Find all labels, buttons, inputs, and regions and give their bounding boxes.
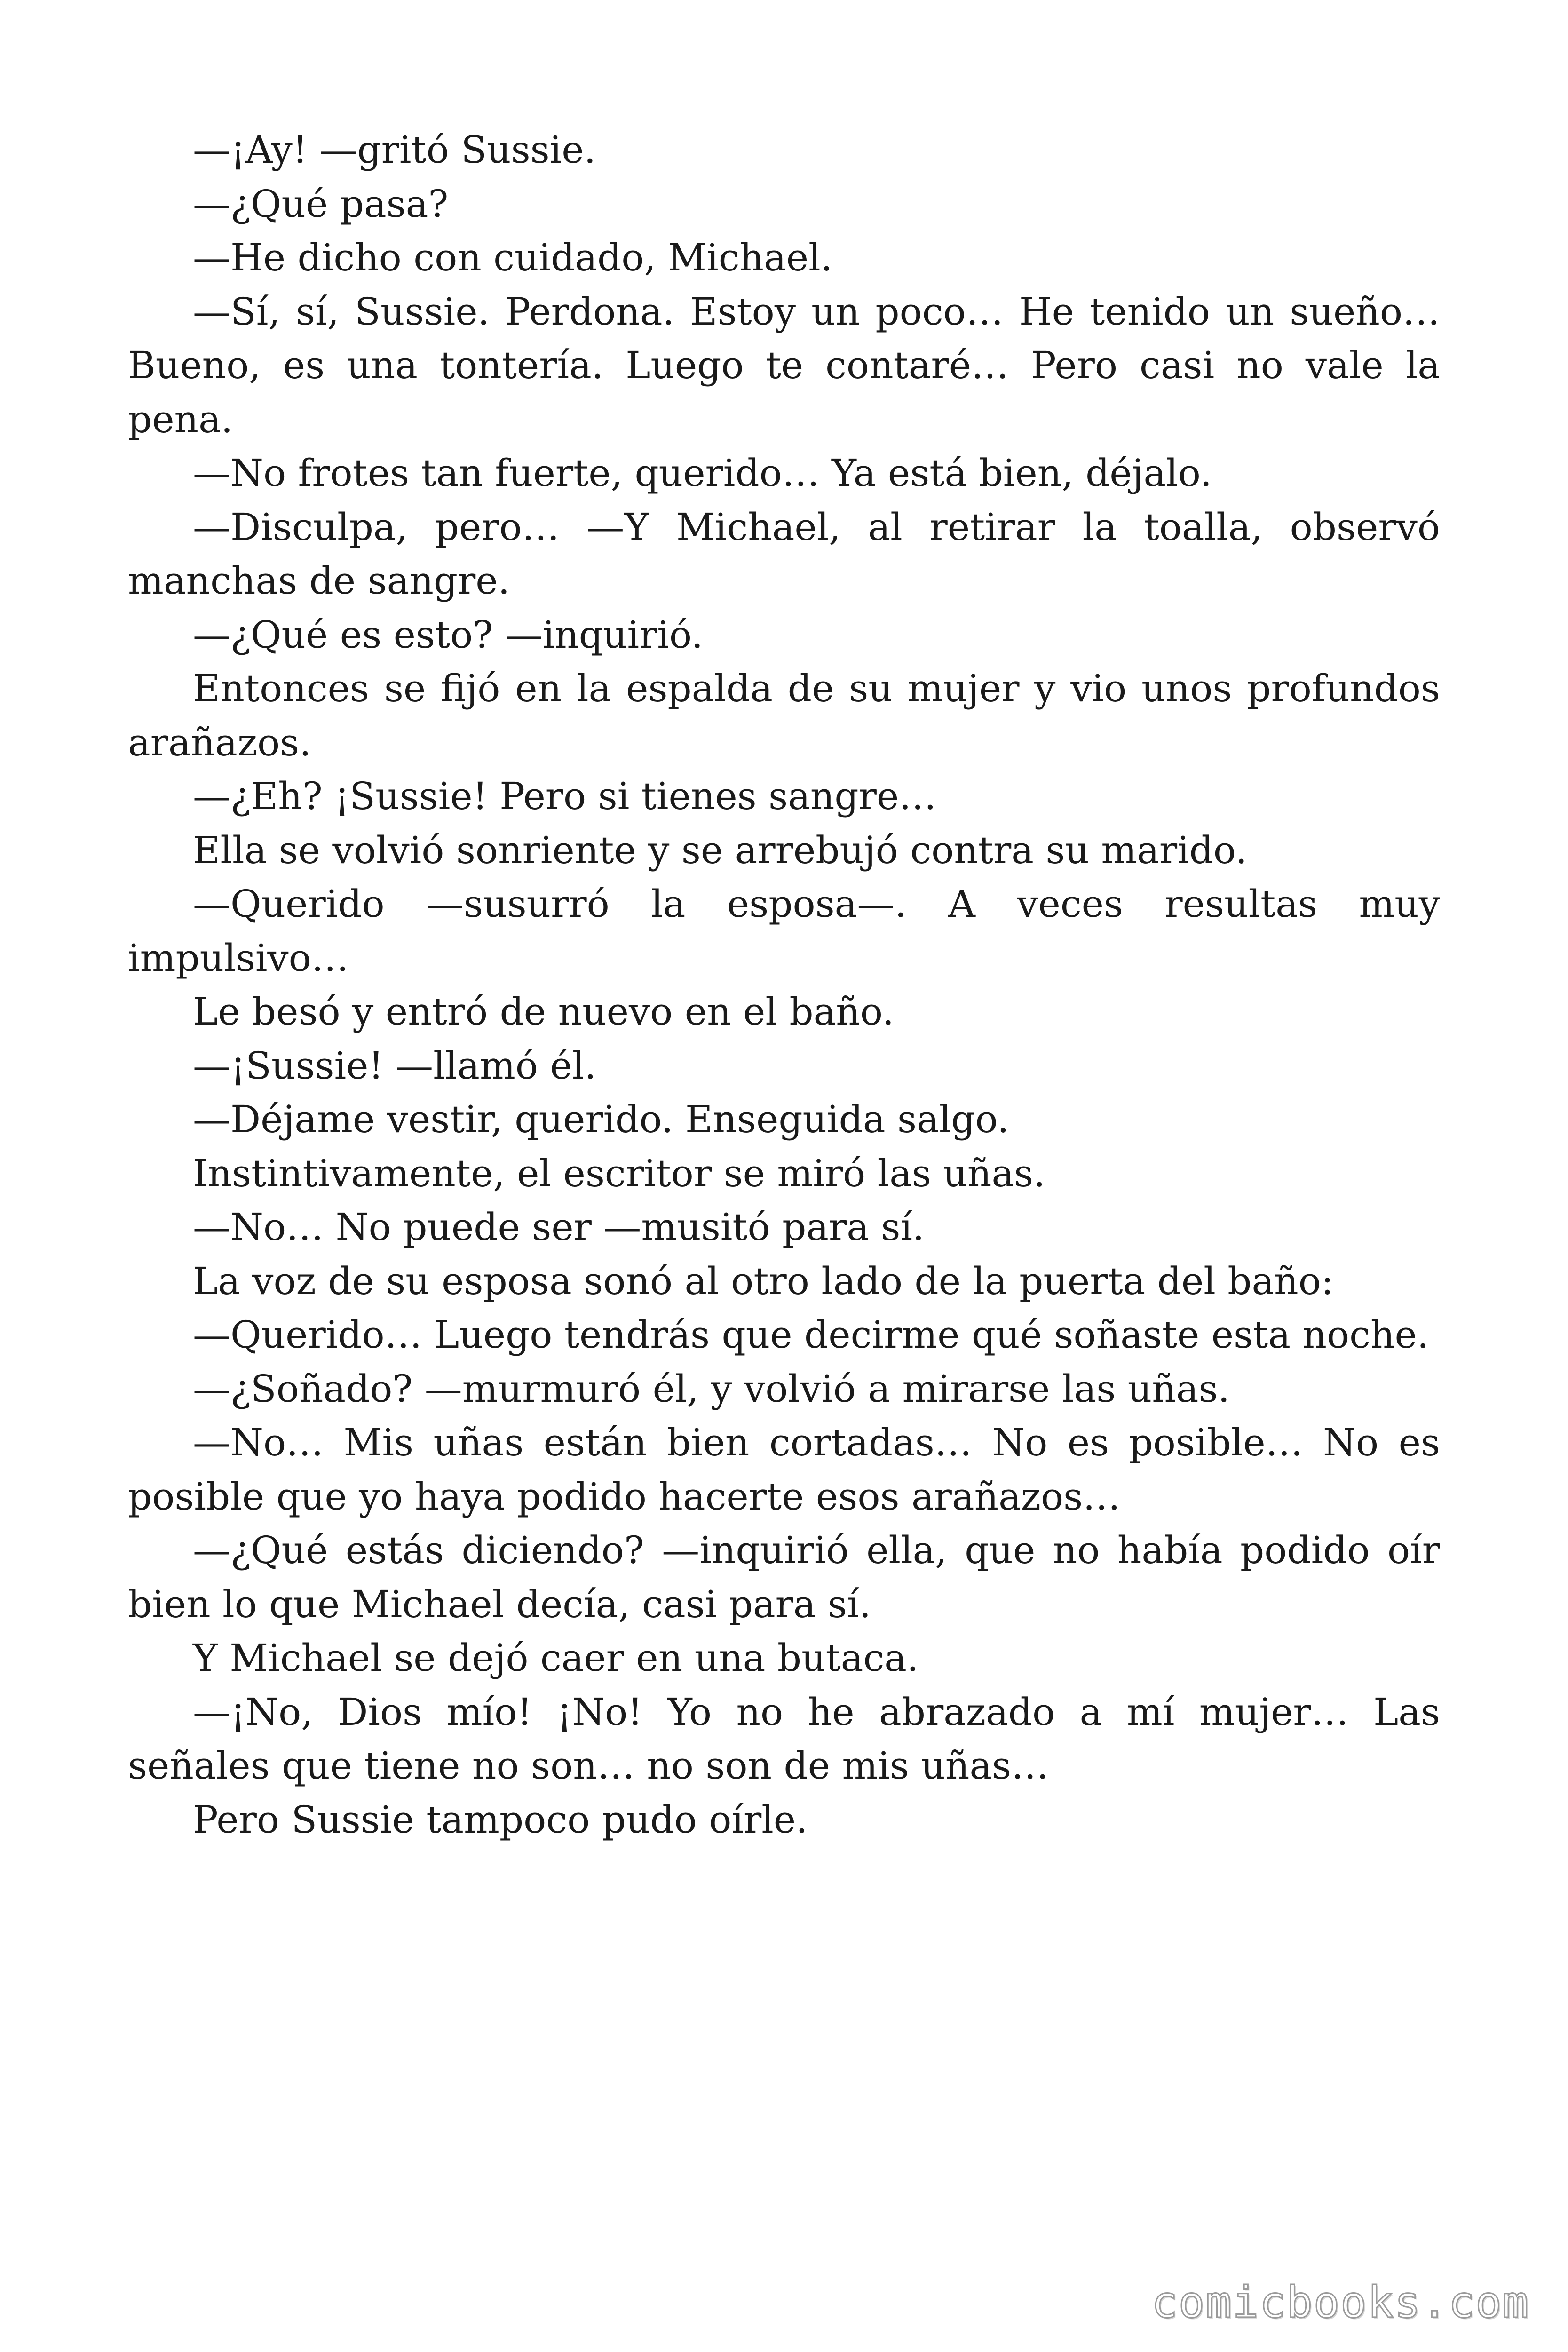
paragraph: —¿Qué estás diciendo? —inquirió ella, que no había podido oír bien lo que Michael decía, casi para sí. — [128, 1528, 1440, 1626]
paragraph: —He dicho con cuidado, Michael. — [193, 236, 833, 279]
watermark: comicbooks.com — [1151, 2277, 1529, 2328]
paragraph: Y Michael se dejó caer en una butaca. — [193, 1636, 919, 1680]
paragraph: —Disculpa, pero… —Y Michael, al retirar la toalla, observó manchas de sangre. — [128, 505, 1440, 603]
paragraph: —¿Soñado? —murmuró él, y volvió a mirarse las uñas. — [193, 1367, 1230, 1411]
paragraph: —¡Ay! —gritó Sussie. — [193, 128, 596, 172]
paragraph: La voz de su esposa sonó al otro lado de la puerta del baño: — [193, 1259, 1334, 1303]
paragraph: —No… Mis uñas están bien cortadas… No es posible… No es posible que yo haya podido hacerte esos arañazos… — [128, 1421, 1440, 1518]
body-text — [128, 123, 1440, 1847]
paragraph: Entonces se fijó en la espalda de su mujer y vio unos profundos arañazos. — [128, 667, 1440, 764]
paragraph: Instintivamente, el escritor se miró las uñas. — [193, 1151, 1045, 1195]
paragraph: —¿Qué es esto? —inquirió. — [193, 612, 704, 657]
paragraph: Ella se volvió sonriente y se arrebujó contra su marido. — [193, 828, 1248, 872]
paragraph: —No frotes tan fuerte, querido… Ya está bien, déjalo. — [193, 451, 1212, 495]
paragraph: —Querido… Luego tendrás que decirme qué soñaste esta noche. — [193, 1313, 1429, 1357]
paragraph: Pero Sussie tampoco pudo oírle. — [193, 1797, 808, 1842]
paragraph: —Sí, sí, Sussie. Perdona. Estoy un poco… He tenido un sueño… Bueno, es una tontería. Luego te contaré… Pero casi no vale la pena. — [128, 289, 1440, 441]
paragraph: —¡Sussie! —llamó él. — [193, 1043, 596, 1088]
paragraph: —No… No puede ser —musitó para sí. — [193, 1205, 925, 1249]
paragraph: —¿Eh? ¡Sussie! Pero si tienes sangre… — [193, 774, 937, 818]
paragraph: Le besó y entró de nuevo en el baño. — [193, 990, 895, 1033]
paragraph: —¡No, Dios mío! ¡No! Yo no he abrazado a mí mujer… Las señales que tiene no son… no son de mis uñas… — [128, 1690, 1440, 1788]
paragraph: —Querido —susurró la esposa—. A veces resultas muy impulsivo… — [128, 882, 1440, 980]
paragraph: —¿Qué pasa? — [193, 182, 449, 226]
paragraph: —Déjame vestir, querido. Enseguida salgo. — [193, 1097, 1009, 1141]
